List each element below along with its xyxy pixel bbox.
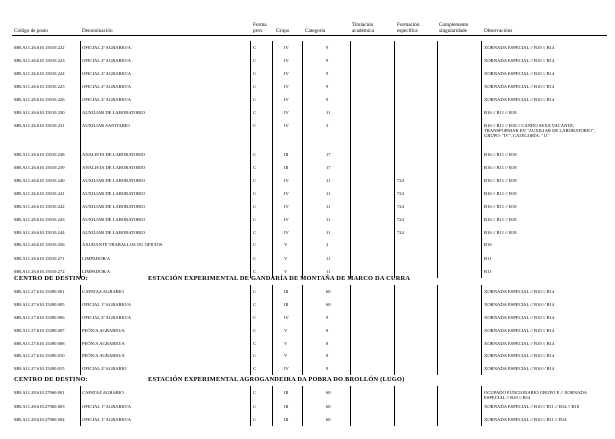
cell-cat: 9 (326, 71, 329, 76)
cell-grupo: V (284, 256, 288, 261)
header-categoria: Categoría (305, 28, 326, 34)
header-formacion-especifica: específica (397, 28, 418, 34)
header-codigo: Código de posto (14, 28, 49, 34)
cell-forma: C (253, 152, 257, 157)
cell-den: AUXILIAR DE LABORATORIO (82, 204, 145, 209)
cell-forma: C (253, 84, 257, 89)
cell-code: MR.A11.27.610.15490.007 (14, 328, 65, 333)
column-divider (481, 285, 482, 375)
cell-grupo: III (284, 417, 289, 422)
cell-cat: 9 (326, 84, 329, 89)
cell-cat: 60 (326, 404, 331, 409)
cell-grupo: III (284, 165, 289, 170)
cell-forma: C (253, 328, 257, 333)
cell-code: MR.A11.27.610.15490.008 (14, 341, 65, 346)
cell-grupo: III (284, 152, 289, 157)
cell-grupo: V (284, 269, 288, 274)
cell-cat: 8 (326, 328, 329, 333)
cell-cat: 11 (326, 191, 331, 196)
cell-code: MR.A11.26.610.15010.240 (14, 178, 65, 183)
cell-grupo: IV (284, 204, 289, 209)
cell-code: MR.A11.28.610.27960.003 (14, 404, 65, 409)
cell-observaciones: B16 // B11 // B18 // CANDO SEXA VACANTE, TRANSFORMAR EN "AUXILIAR DE LABORATORIO", GRUPO: "IV", CATEGORÍA: "11" (484, 123, 595, 138)
cell-grupo: III (284, 289, 289, 294)
cell-den: OFICIAL 2ª AGRARIO (82, 366, 127, 371)
cell-den: OFICIAL 2ª AGRARIO/A (82, 315, 132, 320)
cell-code: MR.A11.26.610.15010.222 (14, 45, 65, 50)
cell-code: MR.A11.26.610.15010.242 (14, 204, 65, 209)
header-titulacion-academica: académica (352, 28, 374, 34)
column-divider (80, 285, 81, 375)
cell-observaciones: XORNADA ESPECIAL // B10 // B14 (484, 45, 555, 50)
cell-cat: 60 (326, 390, 331, 395)
cell-cat: 11 (326, 217, 331, 222)
cell-forma: C (253, 289, 257, 294)
cell-den: AXUDANTE TRABALLOS OU OFICIOS (82, 242, 163, 247)
cell-cat: 60 (326, 302, 331, 307)
cell-fe: 724 (397, 217, 404, 222)
cell-cat: 11 (326, 230, 331, 235)
cell-cat: 11 (326, 178, 331, 183)
cell-den: OFICIAL 2ª AGRARIO/A (82, 45, 132, 50)
header-complemento: Complemento (439, 22, 469, 28)
header-observaciones: Observacións (484, 28, 513, 34)
column-divider (302, 41, 303, 278)
cell-code: MR.A11.26.610.15010.226 (14, 97, 65, 102)
cell-cat: 60 (326, 289, 331, 294)
cell-observaciones: XORNADA ESPECIAL // B10 // B11 // B14 // B18 (484, 404, 579, 409)
section-name: ESTACIÓN EXPERIMENTAL AGROGANDEIRA DA POBRA DO BROLLÓN (LUGO) (148, 376, 405, 383)
cell-forma: C (253, 341, 257, 346)
column-divider (437, 41, 438, 278)
cell-observaciones: B16 // B11 // B18 (484, 230, 517, 235)
cell-forma: C (253, 269, 257, 274)
cell-grupo: IV (284, 97, 289, 102)
cell-code: MR.A11.26.610.15010.224 (14, 71, 65, 76)
column-divider (437, 386, 438, 426)
cell-observaciones: XORNADA ESPECIAL // B10 // B11 // B14 (484, 417, 567, 422)
column-divider (272, 285, 273, 375)
column-divider (437, 285, 438, 375)
cell-observaciones: OCUPADO FUNCIONARIO GRUPO E // XORNADA ESPECIAL // B10 // B14 (484, 390, 587, 400)
cell-code: MR.A11.27.610.15490.005 (14, 302, 65, 307)
cell-grupo: III (284, 302, 289, 307)
cell-observaciones: B11 (484, 256, 492, 261)
cell-fe: 724 (397, 178, 404, 183)
cell-den: LIMPADOR/A (82, 256, 111, 261)
cell-den: ANALISTA DE LABORATORIO (82, 165, 146, 170)
cell-code: MR.A11.27.610.15490.015 (14, 366, 65, 371)
cell-cat: 8 (326, 353, 329, 358)
cell-forma: C (253, 204, 257, 209)
cell-code: MR.A11.28.610.27960.004 (14, 417, 65, 422)
cell-forma: C (253, 165, 257, 170)
cell-observaciones: B16 // B11 // B18 (484, 165, 517, 170)
cell-code: MR.A11.26.610.15010.225 (14, 84, 65, 89)
column-divider (272, 41, 273, 278)
cell-code: MR.A11.27.610.15490.006 (14, 315, 65, 320)
cell-cat: 17 (326, 152, 331, 157)
cell-grupo: IV (284, 84, 289, 89)
cell-grupo: IV (284, 217, 289, 222)
section-label: CENTRO DE DESTINO: (14, 376, 88, 383)
cell-code: MR.A11.26.610.15010.244 (14, 230, 65, 235)
cell-code: MR.A11.26.610.15010.271 (14, 256, 65, 261)
cell-forma: C (253, 302, 257, 307)
cell-den: AUXILIAR DE LABORATORIO (82, 178, 145, 183)
cell-observaciones: XORNADA ESPECIAL // B10 // B14 (484, 289, 555, 294)
cell-fe: 724 (397, 230, 404, 235)
cell-grupo: V (284, 242, 288, 247)
cell-forma: C (253, 191, 257, 196)
cell-cat: 11 (326, 256, 331, 261)
column-divider (394, 386, 395, 426)
column-divider (350, 285, 351, 375)
cell-observaciones: B16 // B11 // B18 (484, 178, 517, 183)
cell-den: AUXILIAR DE LABORATORIO (82, 217, 145, 222)
column-divider (302, 285, 303, 375)
cell-fe: 724 (397, 191, 404, 196)
cell-forma: C (253, 404, 257, 409)
cell-observaciones: XORNADA ESPECIAL // B10 // B14 (484, 302, 555, 307)
cell-grupo: IV (284, 366, 289, 371)
cell-observaciones: XORNADA ESPECIAL // B10 // B14 (484, 315, 555, 320)
cell-cat: 3 (326, 123, 329, 128)
cell-code: MR.A11.26.610.15010.272 (14, 269, 65, 274)
cell-cat: 11 (326, 204, 331, 209)
cell-grupo: IV (284, 110, 289, 115)
cell-observaciones: XORNADA ESPECIAL // B10 // B14 (484, 366, 555, 371)
column-divider (394, 285, 395, 375)
cell-grupo: III (284, 404, 289, 409)
cell-den: OFICIAL 1ª AGRARIO/A (82, 302, 132, 307)
cell-code: MR.A11.26.610.15010.230 (14, 110, 65, 115)
column-divider (272, 386, 273, 426)
cell-grupo: IV (284, 191, 289, 196)
cell-observaciones: XORNADA ESPECIAL // B10 // B14 (484, 353, 555, 358)
column-divider (350, 41, 351, 278)
header-rule (12, 35, 607, 36)
cell-grupo: IV (284, 123, 289, 128)
cell-forma: C (253, 242, 257, 247)
cell-grupo: IV (284, 71, 289, 76)
column-divider (80, 41, 81, 278)
cell-den: AUXILIAR DE LABORATORIO (82, 110, 145, 115)
column-divider (481, 386, 482, 426)
cell-grupo: V (284, 341, 288, 346)
cell-den: ANALISTA DE LABORATORIO (82, 152, 146, 157)
column-divider (80, 386, 81, 426)
header-grupo: Grupo (276, 28, 290, 34)
cell-forma: C (253, 390, 257, 395)
cell-grupo: IV (284, 230, 289, 235)
cell-observaciones: B16 // B11 // B18 (484, 217, 517, 222)
cell-cat: 8 (326, 341, 329, 346)
cell-code: MR.A11.26.610.15010.231 (14, 123, 65, 128)
cell-forma: C (253, 58, 257, 63)
cell-grupo: IV (284, 58, 289, 63)
cell-forma: C (253, 217, 257, 222)
cell-den: AUXILIAR SANITARIO (82, 123, 130, 128)
column-divider (481, 41, 482, 278)
cell-observaciones: B11 (484, 269, 492, 274)
cell-observaciones: B16 // B11 // B18 (484, 110, 517, 115)
header-complemento-singularidade: singularidade (439, 28, 467, 34)
cell-den: OFICIAL 2ª AGRARIO/A (82, 71, 132, 76)
column-divider (250, 285, 251, 375)
cell-den: OFICIAL 2ª AGRARIO/A (82, 58, 132, 63)
cell-forma: C (253, 178, 257, 183)
cell-code: MR.A11.26.610.15010.256 (14, 242, 65, 247)
cell-observaciones: B16 // B11 // B18 (484, 152, 517, 157)
cell-cat: 9 (326, 315, 329, 320)
cell-den: AUXILIAR DE LABORATORIO (82, 191, 145, 196)
cell-cat: 2 (326, 242, 329, 247)
cell-observaciones: B16 // B11 // B18 (484, 191, 517, 196)
cell-forma: C (253, 45, 257, 50)
cell-grupo: IV (284, 45, 289, 50)
cell-den: CAPATAZ AGRARIO (82, 289, 124, 294)
cell-observaciones: XORNADA ESPECIAL // B10 // B14 (484, 71, 555, 76)
cell-observaciones: B16 (484, 242, 492, 247)
cell-cat: 11 (326, 269, 331, 274)
cell-forma: C (253, 230, 257, 235)
cell-forma: C (253, 353, 257, 358)
column-divider (394, 41, 395, 278)
cell-observaciones: XORNADA ESPECIAL // B10 // B14 (484, 328, 555, 333)
cell-cat: 9 (326, 45, 329, 50)
cell-forma: C (253, 366, 257, 371)
cell-grupo: III (284, 390, 289, 395)
header-denominacion: Denominación (82, 28, 113, 34)
cell-forma: C (253, 123, 257, 128)
column-divider (250, 386, 251, 426)
column-divider (350, 386, 351, 426)
cell-fe: 724 (397, 204, 404, 209)
cell-den: AUXILIAR DE LABORATORIO (82, 230, 145, 235)
cell-code: MR.A11.26.610.15010.238 (14, 152, 65, 157)
cell-observaciones: XORNADA ESPECIAL // B10 // B14 (484, 58, 555, 63)
cell-cat: 11 (326, 110, 331, 115)
cell-cat: 9 (326, 58, 329, 63)
cell-den: PEÓN/A AGRARIO/A (82, 341, 125, 346)
section-name: ESTACIÓN EXPERIMENTAL DE GANDARÍA DE MONTAÑA DE MARCO DA CURRA (148, 275, 411, 282)
cell-code: MR.A11.26.610.15010.223 (14, 58, 65, 63)
cell-cat: 9 (326, 366, 329, 371)
cell-code: MR.A11.28.610.27960.001 (14, 390, 65, 395)
cell-cat: 9 (326, 97, 329, 102)
cell-den: OFICIAL 2ª AGRARIO/A (82, 97, 132, 102)
cell-code: MR.A11.27.610.15490.001 (14, 289, 65, 294)
cell-cat: 17 (326, 165, 331, 170)
cell-den: CAPATAZ AGRARIO (82, 390, 124, 395)
cell-den: OFICIAL 1ª AGRARIO/A (82, 404, 132, 409)
header-forma-prov: prov. (253, 28, 264, 34)
cell-den: OFICIAL 2ª AGRARIO/A (82, 84, 132, 89)
cell-forma: C (253, 315, 257, 320)
header-formacion: Formación (397, 22, 420, 28)
column-divider (302, 386, 303, 426)
cell-code: MR.A11.26.610.15010.239 (14, 165, 65, 170)
cell-grupo: IV (284, 315, 289, 320)
header-forma: Forma (253, 22, 267, 28)
column-divider (250, 41, 251, 278)
cell-code: MR.A11.26.610.15010.241 (14, 191, 65, 196)
cell-den: LIMPADOR/A (82, 269, 111, 274)
cell-forma: C (253, 417, 257, 422)
cell-forma: C (253, 71, 257, 76)
cell-den: PEÓN/A AGRARIO/A (82, 328, 125, 333)
cell-grupo: IV (284, 178, 289, 183)
cell-observaciones: XORNADA ESPECIAL // B10 // B14 (484, 97, 555, 102)
header-titulacion: Titulación (352, 22, 374, 28)
cell-grupo: V (284, 353, 288, 358)
cell-observaciones: B16 // B11 // B18 (484, 204, 517, 209)
cell-forma: C (253, 256, 257, 261)
cell-code: MR.A11.26.610.15010.243 (14, 217, 65, 222)
cell-grupo: V (284, 328, 288, 333)
cell-den: PEÓN/A AGRARIO/A (82, 353, 125, 358)
cell-forma: C (253, 97, 257, 102)
cell-code: MR.A11.27.610.15490.010 (14, 353, 65, 358)
section-label: CENTRO DE DESTINO: (14, 275, 88, 282)
cell-cat: 60 (326, 417, 331, 422)
cell-observaciones: XORNADA ESPECIAL // B10 // B14 (484, 84, 555, 89)
cell-observaciones: XORNADA ESPECIAL // B10 // B14 (484, 341, 555, 346)
cell-forma: C (253, 110, 257, 115)
cell-den: OFICIAL 1ª AGRARIO/A (82, 417, 132, 422)
